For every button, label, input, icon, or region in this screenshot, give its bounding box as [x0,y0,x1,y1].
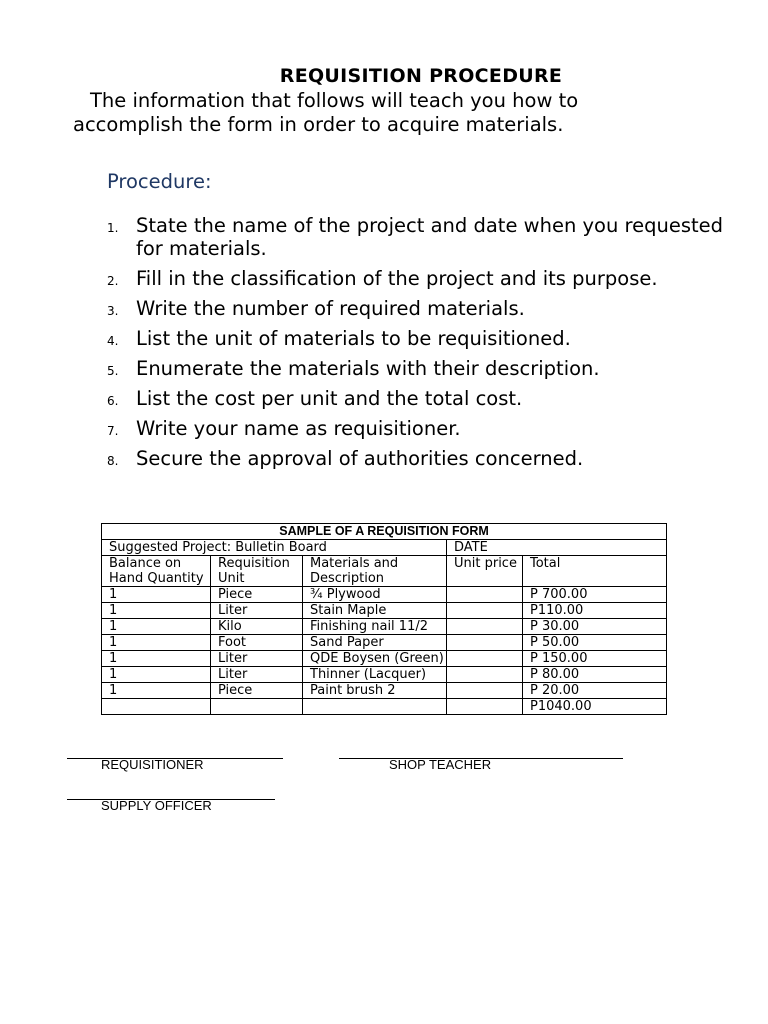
table-row [102,619,667,635]
table-cell: P 20.00 [523,683,667,699]
step-number: 1. [107,221,119,235]
table-row [102,651,667,667]
form-rows [102,587,667,715]
procedure-heading: Procedure: [107,170,212,193]
intro-paragraph [73,89,713,137]
table-cell: Piece [211,683,303,699]
table-cell: Liter [211,603,303,619]
table-cell: 1 [102,587,211,603]
shop-teacher-label: SHOP TEACHER [389,757,492,772]
table-cell: Foot [211,635,303,651]
column-header: Balance on Hand Quantity [102,556,211,587]
table-cell [447,683,523,699]
step-text: Write the number of required materials. [136,297,525,320]
table-cell: P 80.00 [523,667,667,683]
table-cell: QDE Boysen (Green) [303,651,447,667]
table-cell [447,619,523,635]
table-row [102,667,667,683]
table-cell: P 700.00 [523,587,667,603]
table-cell: P1040.00 [523,699,667,715]
table-cell: P110.00 [523,603,667,619]
table-cell [447,667,523,683]
step-text: Secure the approval of authorities concerned. [136,447,584,470]
step-text: Write your name as requisitioner. [136,417,461,440]
table-cell: Kilo [211,619,303,635]
page-title: REQUISITION PROCEDURE [279,65,563,87]
table-row [102,603,667,619]
intro-line-1: The information that follows will teach you how to [90,89,579,112]
intro-line-2: accomplish the form in order to acquire materials. [73,113,564,136]
table-cell [211,699,303,715]
column-header: Unit price [447,556,523,587]
table-cell: Liter [211,667,303,683]
table-cell: 1 [102,683,211,699]
table-cell: Piece [211,587,303,603]
requisition-form-table [101,523,667,715]
step-number: 5. [107,364,119,378]
table-cell: 1 [102,603,211,619]
step-text: Enumerate the materials with their description. [136,357,600,380]
table-cell: Liter [211,651,303,667]
form-title: SAMPLE OF A REQUISITION FORM [102,524,667,540]
step-number: 3. [107,304,119,318]
supply-officer-label: SUPPLY OFFICER [101,798,212,813]
step-item [107,387,727,410]
table-cell [447,587,523,603]
table-cell: ¾ Plywood [303,587,447,603]
step-number: 7. [107,424,119,438]
procedure-steps-list [107,214,727,477]
table-row [102,683,667,699]
table-cell [447,635,523,651]
step-text: Fill in the classification of the project and its purpose. [136,267,658,290]
table-cell [303,699,447,715]
step-item [107,327,727,350]
table-cell: 1 [102,651,211,667]
column-header: Total [523,556,667,587]
table-cell: Stain Maple [303,603,447,619]
table-row [102,699,667,715]
column-header: Requisition Unit [211,556,303,587]
requisitioner-label: REQUISITIONER [101,757,204,772]
date-label: DATE [447,540,667,556]
table-cell: P 50.00 [523,635,667,651]
step-item [107,214,727,260]
table-header-row [102,556,667,587]
table-cell: P 30.00 [523,619,667,635]
table-cell [447,699,523,715]
table-cell: 1 [102,635,211,651]
step-item [107,417,727,440]
table-cell: Sand Paper [303,635,447,651]
step-item [107,447,727,470]
step-item [107,267,727,290]
table-cell [102,699,211,715]
table-row [102,587,667,603]
table-cell [447,651,523,667]
step-item [107,357,727,380]
table-cell: Finishing nail 11/2 [303,619,447,635]
table-cell: Thinner (Lacquer) [303,667,447,683]
step-text: State the name of the project and date when you requested for materials. [136,214,724,260]
step-number: 2. [107,274,119,288]
table-cell: 1 [102,619,211,635]
step-item [107,297,727,320]
table-row [102,635,667,651]
step-text: List the cost per unit and the total cost. [136,387,523,410]
step-number: 8. [107,454,119,468]
column-header: Materials and Description [303,556,447,587]
project-label: Suggested Project: Bulletin Board [102,540,447,556]
table-cell: Paint brush 2 [303,683,447,699]
step-number: 4. [107,334,119,348]
table-cell [447,603,523,619]
step-number: 6. [107,394,119,408]
step-text: List the unit of materials to be requisitioned. [136,327,571,350]
table-cell: P 150.00 [523,651,667,667]
table-cell: 1 [102,667,211,683]
